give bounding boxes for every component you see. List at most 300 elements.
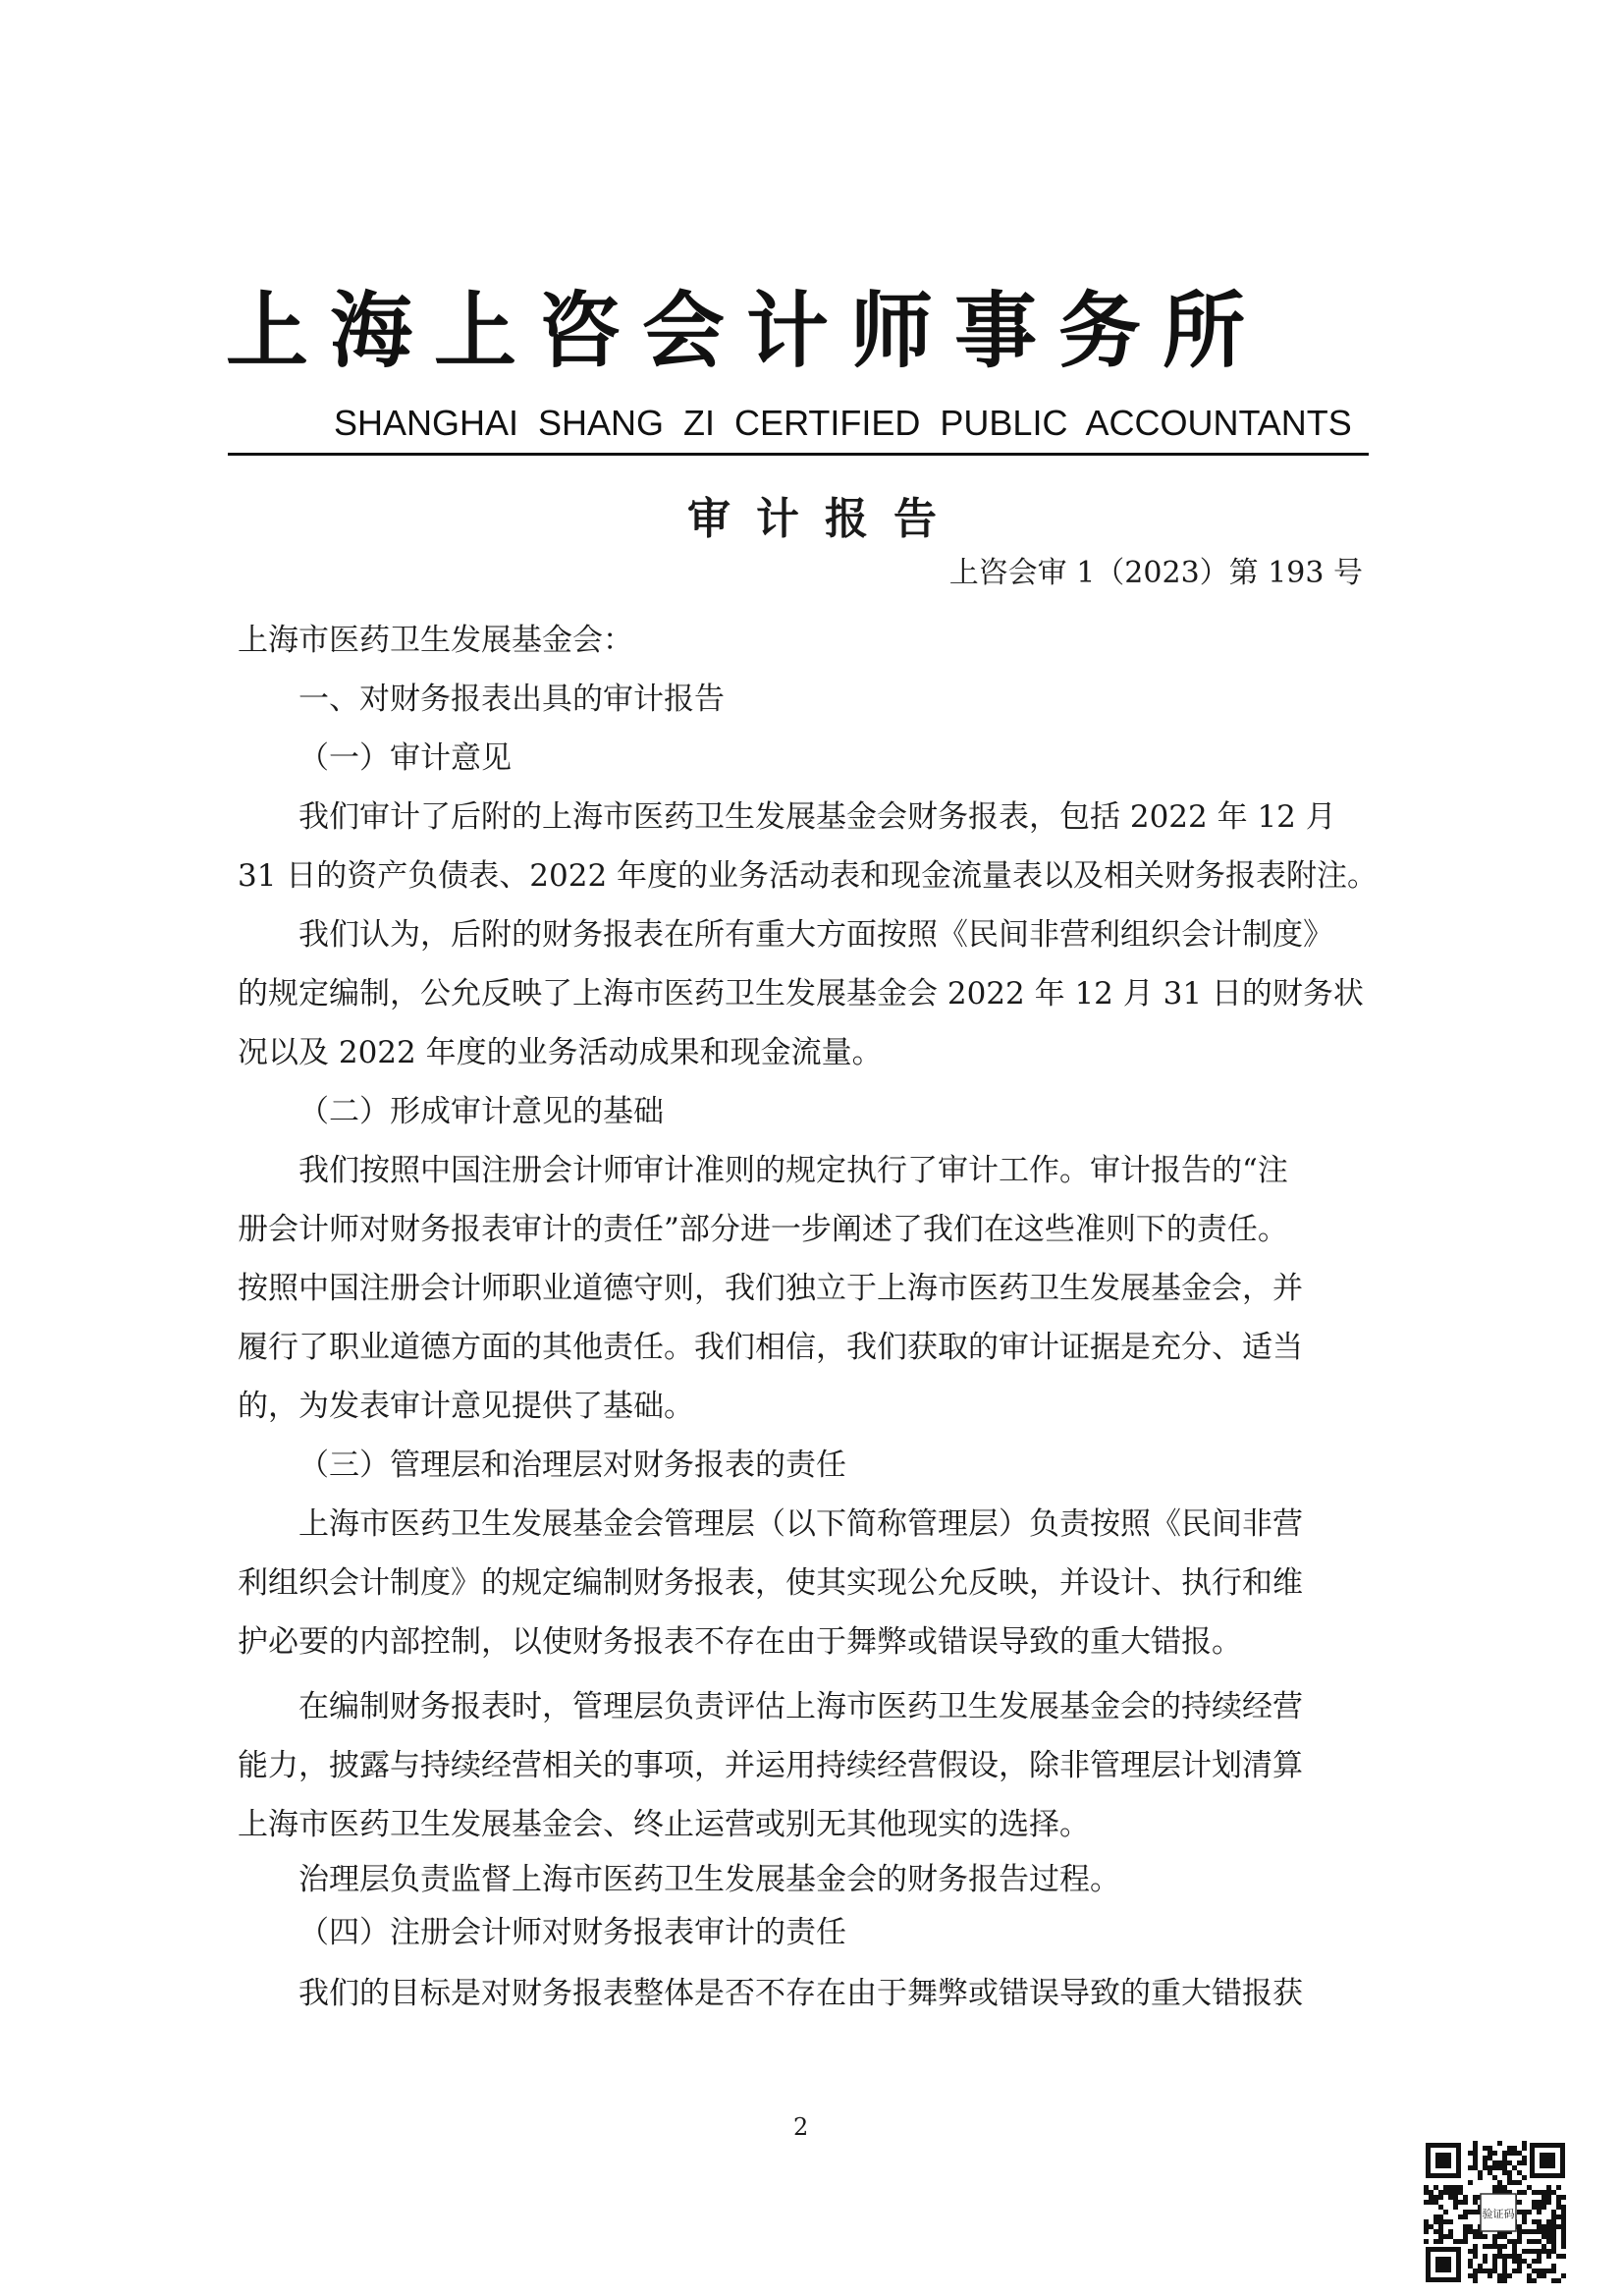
qr-module xyxy=(1532,2259,1537,2264)
qr-module xyxy=(1522,2229,1527,2234)
qr-module xyxy=(1478,2234,1483,2239)
qr-module xyxy=(1542,2195,1546,2200)
qr-module xyxy=(1561,2210,1566,2214)
qr-module xyxy=(1532,2190,1537,2195)
qr-module xyxy=(1556,2195,1561,2200)
paragraph-line: 况以及 2022 年度的业务活动成果和现金流量。 xyxy=(238,1035,883,1070)
qr-module xyxy=(1458,2190,1463,2195)
qr-module xyxy=(1556,2224,1561,2229)
qr-module xyxy=(1478,2264,1483,2269)
qr-module xyxy=(1556,2254,1561,2259)
qr-module xyxy=(1551,2278,1556,2283)
section-heading: 一、对财务报表出具的审计报告 xyxy=(298,682,725,717)
qr-module xyxy=(1473,2195,1478,2200)
qr-module xyxy=(1517,2264,1522,2269)
paragraph-line: 利组织会计制度》的规定编制财务报表，使其实现公允反映，并设计、执行和维 xyxy=(238,1565,1303,1601)
qr-module xyxy=(1483,2156,1488,2160)
qr-module xyxy=(1453,2185,1458,2190)
qr-module xyxy=(1473,2254,1478,2259)
paragraph-line: 我们按照中国注册会计师审计准则的规定执行了审计工作。审计报告的“注 xyxy=(298,1153,1288,1188)
qr-module xyxy=(1527,2239,1532,2244)
qr-module xyxy=(1542,2205,1546,2210)
paragraph-line: 治理层负责监督上海市医药卫生发展基金会的财务报告过程。 xyxy=(298,1862,1120,1897)
qr-module xyxy=(1448,2229,1453,2234)
paragraph-line: 上海市医药卫生发展基金会、终止运营或别无其他现实的选择。 xyxy=(238,1807,1090,1842)
qr-module xyxy=(1551,2219,1556,2224)
qr-module xyxy=(1537,2190,1542,2195)
subsection-heading: （三）管理层和治理层对财务报表的责任 xyxy=(298,1448,846,1483)
qr-module xyxy=(1517,2269,1522,2273)
qr-module xyxy=(1546,2195,1551,2200)
qr-module xyxy=(1497,2244,1502,2249)
qr-module xyxy=(1561,2219,1566,2224)
qr-module xyxy=(1537,2273,1542,2278)
qr-module xyxy=(1556,2205,1561,2210)
qr-module xyxy=(1512,2146,1517,2151)
qr-module xyxy=(1429,2200,1434,2205)
qr-module xyxy=(1492,2165,1497,2170)
qr-module xyxy=(1546,2224,1551,2229)
qr-module xyxy=(1532,2249,1537,2254)
qr-module xyxy=(1483,2160,1488,2165)
qr-module xyxy=(1483,2269,1488,2273)
qr-module xyxy=(1473,2151,1478,2156)
qr-module xyxy=(1507,2146,1512,2151)
qr-module xyxy=(1502,2244,1507,2249)
firm-name-chinese: 上海上咨会计师事务所 xyxy=(226,283,1268,379)
qr-module xyxy=(1438,2229,1443,2234)
qr-module xyxy=(1483,2165,1488,2170)
qr-module xyxy=(1561,2195,1566,2200)
qr-module xyxy=(1537,2224,1542,2229)
qr-module xyxy=(1512,2259,1517,2264)
qr-module xyxy=(1551,2249,1556,2254)
qr-module xyxy=(1463,2195,1468,2200)
qr-module xyxy=(1453,2200,1458,2205)
qr-module xyxy=(1522,2210,1527,2214)
qr-module xyxy=(1468,2180,1473,2185)
qr-module xyxy=(1424,2229,1429,2234)
qr-module xyxy=(1527,2249,1532,2254)
paragraph-line: 我们认为，后附的财务报表在所有重大方面按照《民间非营利组织会计制度》 xyxy=(298,917,1333,953)
qr-module xyxy=(1551,2210,1556,2214)
qr-module xyxy=(1517,2160,1522,2165)
qr-module xyxy=(1492,2239,1497,2244)
qr-module xyxy=(1517,2224,1522,2229)
qr-module xyxy=(1488,2146,1492,2151)
qr-module xyxy=(1463,2229,1468,2234)
qr-module xyxy=(1497,2141,1502,2146)
qr-module xyxy=(1532,2200,1537,2205)
qr-module xyxy=(1527,2210,1532,2214)
qr-module xyxy=(1512,2249,1517,2254)
qr-module xyxy=(1546,2229,1551,2234)
qr-module xyxy=(1502,2165,1507,2170)
qr-module xyxy=(1463,2214,1468,2219)
qr-module xyxy=(1517,2151,1522,2156)
qr-module xyxy=(1483,2234,1488,2239)
qr-module xyxy=(1537,2205,1542,2210)
qr-module xyxy=(1424,2200,1429,2205)
qr-module xyxy=(1502,2259,1507,2264)
qr-module xyxy=(1556,2185,1561,2190)
qr-module xyxy=(1532,2219,1537,2224)
qr-module xyxy=(1522,2146,1527,2151)
qr-module xyxy=(1551,2239,1556,2244)
qr-module xyxy=(1512,2254,1517,2259)
qr-module xyxy=(1473,2273,1478,2278)
qr-module xyxy=(1434,2219,1438,2224)
qr-module xyxy=(1438,2190,1443,2195)
qr-module xyxy=(1438,2205,1443,2210)
qr-module xyxy=(1438,2219,1443,2224)
qr-module xyxy=(1434,2229,1438,2234)
qr-module xyxy=(1429,2195,1434,2200)
qr-module xyxy=(1512,2151,1517,2156)
qr-module xyxy=(1468,2249,1473,2254)
qr-module xyxy=(1542,2249,1546,2254)
qr-module xyxy=(1492,2151,1497,2156)
paragraph-line: 31 日的资产负债表、2022 年度的业务活动表和现金流量表以及相关财务报表附注。 xyxy=(238,858,1379,894)
qr-module xyxy=(1468,2151,1473,2156)
qr-module xyxy=(1443,2185,1448,2190)
qr-module xyxy=(1527,2264,1532,2269)
qr-module xyxy=(1497,2165,1502,2170)
qr-module xyxy=(1473,2278,1478,2283)
qr-module xyxy=(1537,2229,1542,2234)
qr-module xyxy=(1473,2210,1478,2214)
qr-module xyxy=(1488,2156,1492,2160)
qr-module xyxy=(1542,2229,1546,2234)
qr-module xyxy=(1502,2151,1507,2156)
qr-module xyxy=(1532,2239,1537,2244)
qr-module xyxy=(1438,2234,1443,2239)
qr-module xyxy=(1468,2210,1473,2214)
qr-module xyxy=(1473,2165,1478,2170)
qr-module xyxy=(1546,2239,1551,2244)
qr-module xyxy=(1537,2219,1542,2224)
qr-module xyxy=(1517,2190,1522,2195)
qr-module xyxy=(1561,2224,1566,2229)
qr-module xyxy=(1448,2190,1453,2195)
qr-module xyxy=(1551,2269,1556,2273)
qr-module xyxy=(1546,2200,1551,2205)
qr-module xyxy=(1458,2214,1463,2219)
qr-module xyxy=(1492,2234,1497,2239)
qr-module xyxy=(1532,2205,1537,2210)
qr-module xyxy=(1478,2269,1483,2273)
qr-module xyxy=(1527,2185,1532,2190)
qr-module xyxy=(1497,2180,1502,2185)
qr-module xyxy=(1546,2219,1551,2224)
qr-module xyxy=(1512,2180,1517,2185)
qr-module xyxy=(1561,2234,1566,2239)
qr-module xyxy=(1542,2200,1546,2205)
qr-module xyxy=(1443,2190,1448,2195)
qr-module xyxy=(1507,2175,1512,2180)
qr-module xyxy=(1502,2156,1507,2160)
qr-module xyxy=(1507,2254,1512,2259)
qr-module xyxy=(1517,2210,1522,2214)
qr-module xyxy=(1551,2234,1556,2239)
qr-module xyxy=(1502,2278,1507,2283)
qr-module xyxy=(1497,2254,1502,2259)
qr-module xyxy=(1517,2259,1522,2264)
paragraph-line: 在编制财务报表时，管理层负责评估上海市医药卫生发展基金会的持续经营 xyxy=(298,1689,1303,1724)
qr-module xyxy=(1424,2190,1429,2195)
qr-module xyxy=(1492,2259,1497,2264)
qr-module xyxy=(1488,2170,1492,2175)
qr-module xyxy=(1502,2170,1507,2175)
qr-module xyxy=(1478,2170,1483,2175)
qr-module xyxy=(1512,2269,1517,2273)
qr-module xyxy=(1546,2185,1551,2190)
qr-module xyxy=(1522,2214,1527,2219)
qr-module xyxy=(1517,2180,1522,2185)
qr-module xyxy=(1468,2259,1473,2264)
qr-module xyxy=(1542,2224,1546,2229)
qr-module xyxy=(1453,2190,1458,2195)
addressee: 上海市医药卫生发展基金会： xyxy=(238,623,633,658)
qr-module xyxy=(1473,2244,1478,2249)
qr-module xyxy=(1512,2244,1517,2249)
qr-module xyxy=(1502,2160,1507,2165)
qr-module xyxy=(1443,2210,1448,2214)
paragraph-line: 我们的目标是对财务报表整体是否不存在由于舞弊或错误导致的重大错报获 xyxy=(298,1976,1303,2011)
qr-module xyxy=(1497,2160,1502,2165)
qr-module xyxy=(1492,2264,1497,2269)
qr-module xyxy=(1546,2190,1551,2195)
firm-name-english: SHANGHAI SHANG ZI CERTIFIED PUBLIC ACCOUNTANTS xyxy=(334,403,1352,443)
qr-module xyxy=(1551,2229,1556,2234)
qr-module xyxy=(1537,2249,1542,2254)
qr-module xyxy=(1507,2273,1512,2278)
qr-module xyxy=(1546,2249,1551,2254)
qr-module xyxy=(1443,2234,1448,2239)
qr-module xyxy=(1443,2219,1448,2224)
qr-module xyxy=(1488,2273,1492,2278)
subsection-heading: （四）注册会计师对财务报表审计的责任 xyxy=(298,1915,846,1950)
qr-module xyxy=(1473,2146,1478,2151)
qr-module xyxy=(1537,2254,1542,2259)
qr-module xyxy=(1517,2234,1522,2239)
qr-module xyxy=(1458,2200,1463,2205)
qr-module xyxy=(1537,2200,1542,2205)
qr-module xyxy=(1561,2244,1566,2249)
qr-module xyxy=(1522,2259,1527,2264)
qr-module xyxy=(1448,2195,1453,2200)
qr-module xyxy=(1468,2264,1473,2269)
qr-module xyxy=(1473,2156,1478,2160)
qr-module xyxy=(1542,2244,1546,2249)
qr-module xyxy=(1542,2273,1546,2278)
qr-module xyxy=(1542,2269,1546,2273)
paragraph-line: 能力，披露与持续经营相关的事项，并运用持续经营假设，除非管理层计划清算 xyxy=(238,1748,1303,1783)
qr-module xyxy=(1488,2151,1492,2156)
qr-module xyxy=(1468,2224,1473,2229)
paragraph-line: 护必要的内部控制，以使财务报表不存在由于舞弊或错误导致的重大错报。 xyxy=(238,1624,1242,1660)
qr-module xyxy=(1512,2239,1517,2244)
qr-module xyxy=(1448,2234,1453,2239)
qr-module xyxy=(1546,2254,1551,2259)
qr-module xyxy=(1537,2259,1542,2264)
qr-module xyxy=(1438,2224,1443,2229)
qr-module xyxy=(1424,2219,1429,2224)
qr-module xyxy=(1556,2214,1561,2219)
qr-module xyxy=(1507,2151,1512,2156)
qr-module xyxy=(1532,2278,1537,2283)
qr-module xyxy=(1551,2190,1556,2195)
qr-module xyxy=(1561,2205,1566,2210)
qr-module xyxy=(1483,2146,1488,2151)
qr-module xyxy=(1453,2195,1458,2200)
qr-module xyxy=(1492,2244,1497,2249)
qr-module xyxy=(1468,2273,1473,2278)
qr-module xyxy=(1537,2269,1542,2273)
qr-module xyxy=(1517,2254,1522,2259)
subsection-heading: （二）形成审计意见的基础 xyxy=(298,1094,664,1129)
qr-module xyxy=(1478,2175,1483,2180)
qr-module xyxy=(1492,2269,1497,2273)
qr-module xyxy=(1502,2254,1507,2259)
qr-module xyxy=(1551,2224,1556,2229)
qr-module xyxy=(1532,2229,1537,2234)
qr-module xyxy=(1429,2224,1434,2229)
qr-module xyxy=(1434,2239,1438,2244)
paragraph-line: 上海市医药卫生发展基金会管理层（以下简称管理层）负责按照《民间非营 xyxy=(298,1506,1303,1542)
qr-module xyxy=(1546,2269,1551,2273)
qr-module xyxy=(1561,2273,1566,2278)
qr-module xyxy=(1438,2195,1443,2200)
qr-module xyxy=(1497,2234,1502,2239)
qr-module xyxy=(1497,2278,1502,2283)
qr-module xyxy=(1517,2170,1522,2175)
qr-module xyxy=(1507,2170,1512,2175)
qr-module xyxy=(1492,2254,1497,2259)
qr-module xyxy=(1537,2239,1542,2244)
qr-module xyxy=(1453,2239,1458,2244)
qr-module xyxy=(1463,2224,1468,2229)
qr-module xyxy=(1561,2214,1566,2219)
qr-module xyxy=(1424,2239,1429,2244)
qr-module xyxy=(1502,2234,1507,2239)
qr-module xyxy=(1453,2205,1458,2210)
paragraph-line: 的规定编制，公允反映了上海市医药卫生发展基金会 2022 年 12 月 31 日的财务状 xyxy=(238,976,1364,1011)
qr-module xyxy=(1507,2160,1512,2165)
qr-module xyxy=(1497,2185,1502,2190)
qr-module xyxy=(1488,2269,1492,2273)
page-number: 2 xyxy=(793,2113,809,2141)
qr-module xyxy=(1434,2200,1438,2205)
qr-module xyxy=(1561,2254,1566,2259)
qr-module xyxy=(1473,2249,1478,2254)
qr-module xyxy=(1546,2234,1551,2239)
qr-module xyxy=(1492,2185,1497,2190)
qr-module xyxy=(1429,2190,1434,2195)
qr-module xyxy=(1473,2141,1478,2146)
qr-module xyxy=(1561,2229,1566,2234)
qr-module xyxy=(1527,2278,1532,2283)
qr-module xyxy=(1522,2160,1527,2165)
paragraph-line: 的，为发表审计意见提供了基础。 xyxy=(238,1389,694,1424)
qr-module xyxy=(1458,2239,1463,2244)
qr-module xyxy=(1434,2185,1438,2190)
qr-module xyxy=(1532,2269,1537,2273)
qr-module xyxy=(1473,2160,1478,2165)
qr-module xyxy=(1502,2273,1507,2278)
paragraph-line: 按照中国注册会计师职业道德守则，我们独立于上海市医药卫生发展基金会，并 xyxy=(238,1271,1303,1306)
qr-module xyxy=(1424,2185,1429,2190)
qr-module xyxy=(1537,2210,1542,2214)
qr-module xyxy=(1522,2141,1527,2146)
qr-module xyxy=(1507,2180,1512,2185)
qr-module xyxy=(1502,2264,1507,2269)
verification-qr-code[interactable] xyxy=(1422,2139,1569,2286)
qr-module xyxy=(1497,2273,1502,2278)
qr-module xyxy=(1542,2190,1546,2195)
qr-module xyxy=(1522,2190,1527,2195)
qr-module xyxy=(1542,2234,1546,2239)
qr-module xyxy=(1512,2165,1517,2170)
qr-module xyxy=(1492,2160,1497,2165)
qr-module xyxy=(1424,2224,1429,2229)
qr-module xyxy=(1448,2219,1453,2224)
report-reference-number: 上咨会审 1（2023）第 193 号 xyxy=(948,556,1363,590)
qr-module xyxy=(1468,2229,1473,2234)
qr-module xyxy=(1458,2185,1463,2190)
qr-center-label: 验证码 xyxy=(1482,2208,1515,2220)
qr-module xyxy=(1551,2264,1556,2269)
qr-module xyxy=(1463,2239,1468,2244)
qr-module xyxy=(1488,2244,1492,2249)
qr-module xyxy=(1551,2214,1556,2219)
qr-module xyxy=(1517,2229,1522,2234)
qr-module xyxy=(1492,2175,1497,2180)
qr-module xyxy=(1527,2273,1532,2278)
qr-module xyxy=(1483,2259,1488,2264)
qr-module xyxy=(1507,2239,1512,2244)
qr-module xyxy=(1556,2278,1561,2283)
subsection-heading: （一）审计意见 xyxy=(298,740,512,776)
qr-module xyxy=(1473,2234,1478,2239)
qr-module xyxy=(1448,2185,1453,2190)
qr-module xyxy=(1438,2214,1443,2219)
qr-module xyxy=(1517,2200,1522,2205)
qr-module xyxy=(1551,2244,1556,2249)
paragraph-line: 履行了职业道德方面的其他责任。我们相信，我们获取的审计证据是充分、适当 xyxy=(238,1330,1303,1365)
qr-module xyxy=(1434,2195,1438,2200)
header-divider xyxy=(228,453,1369,456)
qr-module xyxy=(1434,2214,1438,2219)
qr-module xyxy=(1497,2249,1502,2254)
qr-module xyxy=(1438,2239,1443,2244)
qr-module xyxy=(1561,2239,1566,2244)
qr-module xyxy=(1522,2219,1527,2224)
qr-module xyxy=(1483,2254,1488,2259)
paragraph-line: 我们审计了后附的上海市医药卫生发展基金会财务报表，包括 2022 年 12 月 xyxy=(298,799,1336,835)
qr-module xyxy=(1463,2234,1468,2239)
qr-module xyxy=(1502,2269,1507,2273)
qr-module xyxy=(1522,2175,1527,2180)
qr-module xyxy=(1463,2200,1468,2205)
qr-module xyxy=(1468,2165,1473,2170)
qr-module xyxy=(1517,2239,1522,2244)
qr-module xyxy=(1463,2210,1468,2214)
qr-module xyxy=(1483,2244,1488,2249)
paragraph-line: 册会计师对财务报表审计的责任”部分进一步阐述了我们在这些准则下的责任。 xyxy=(238,1212,1288,1247)
qr-module xyxy=(1556,2200,1561,2205)
qr-module xyxy=(1473,2200,1478,2205)
